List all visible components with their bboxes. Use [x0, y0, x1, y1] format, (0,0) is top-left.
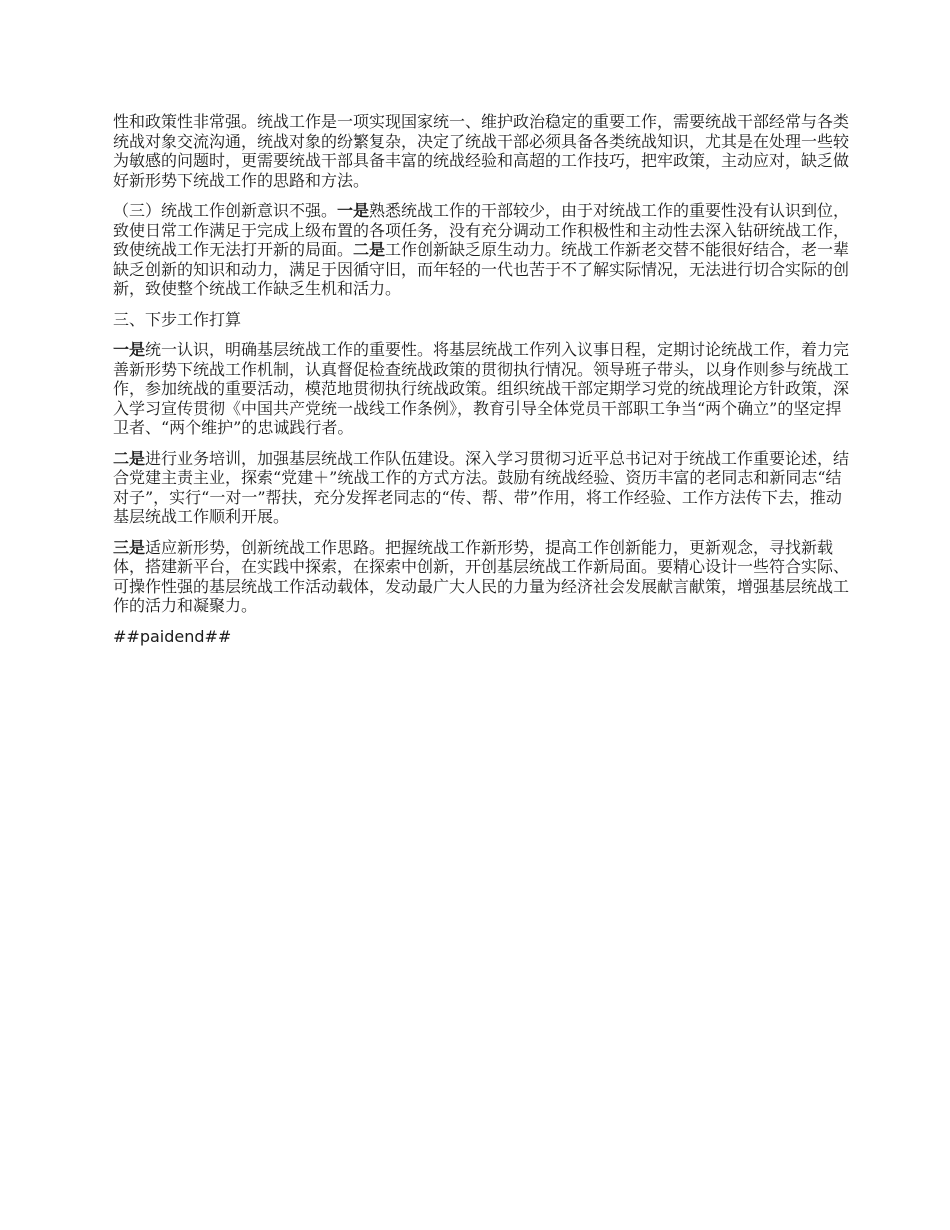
- paragraph-unify-understanding: [113, 340, 853, 438]
- paragraph-text: 适应新形势，创新统战工作思路。把握统战工作新形势，提高工作创新能力，更新观念，寻找新载体，搭建新平台，在实践中探索，在探索中创新，开创基层统战工作新局面。要精心设计一些符合实际、可操作性强的基层统战工作活动载体，发动最广大人民的力量为经济社会发展献言献策，增强基层统战工作的活力和凝聚力。: [113, 537, 850, 615]
- point-one-label: 一是: [113, 340, 146, 359]
- paragraph-business-training: [113, 449, 853, 527]
- point-three-label: 三是: [113, 537, 146, 557]
- paragraph-text: 熟悉统战工作的干部较少，由于对统战工作的重要性没有认识到位，致使日常工作满足于完成上级布置的各项任务，没有充分调动工作积极性和主动性去深入钻研统战工作，致使统战工作无法打开新的局面。: [113, 201, 850, 259]
- point-two-label: 二是: [353, 240, 386, 259]
- paragraph-text: 工作创新缺乏原生动力。统战工作新老交替不能很好结合，老一辈缺乏创新的知识和动力，满足于因循守旧，而年轻的一代也苦于不了解实际情况，无法进行切合实际的创新，致使整个统战工作缺乏生机和活力。: [113, 240, 850, 298]
- section-heading-next-steps: 三、下步工作打算: [113, 309, 242, 329]
- paragraph-text: 进行业务培训，加强基层统战工作队伍建设。深入学习贯彻习近平总书记对于统战工作重要论述，结合党建主责主业，探索“党建＋”统战工作的方式方法。鼓励有统战经验、资历丰富的老同志和新同志“结对子”，实行“一对一”帮扶，充分发挥老同志的“传、帮、带”作用，将工作经验、工作方法传下去，推动基层统战工作顺利开展。: [113, 448, 850, 526]
- point-two-label: 二是: [113, 448, 146, 468]
- point-one-label: 一是: [337, 201, 370, 220]
- paragraph-text: 统一认识，明确基层统战工作的重要性。将基层统战工作列入议事日程，定期讨论统战工作，着力完善新形势下统战工作机制，认真督促检查统战政策的贯彻执行情况。领导班子带头，以身作则参与统战工作，参加统战的重要活动，模范地贯彻执行统战政策。组织统战干部定期学习党的统战理论方针政策，深入学习宣传贯彻《中国共产党统一战线工作条例》，教育引导全体党员干部职工争当“两个确立”的坚定捍卫者、“两个维护”的忠诚践行者。: [113, 340, 850, 437]
- end-marker: ##paidend##: [113, 626, 232, 646]
- paragraph-prefix: （三）统战工作创新意识不强。: [113, 201, 338, 220]
- paragraph-innovation-weakness: [113, 201, 853, 299]
- paragraph-policy-nature: [113, 112, 853, 190]
- paragraph-text: 性和政策性非常强。统战工作是一项实现国家统一、维护政治稳定的重要工作，需要统战干部经常与各类统战对象交流沟通，统战对象的纷繁复杂，决定了统战干部必须具备各类统战知识，尤其是在处理一些较为敏感的问题时，更需要统战干部具备丰富的统战经验和高超的工作技巧，把牢政策，主动应对，缺乏做好新形势下统战工作的思路和方法。: [113, 112, 850, 190]
- paragraph-new-situation: [113, 538, 853, 616]
- document-page: [113, 112, 853, 646]
